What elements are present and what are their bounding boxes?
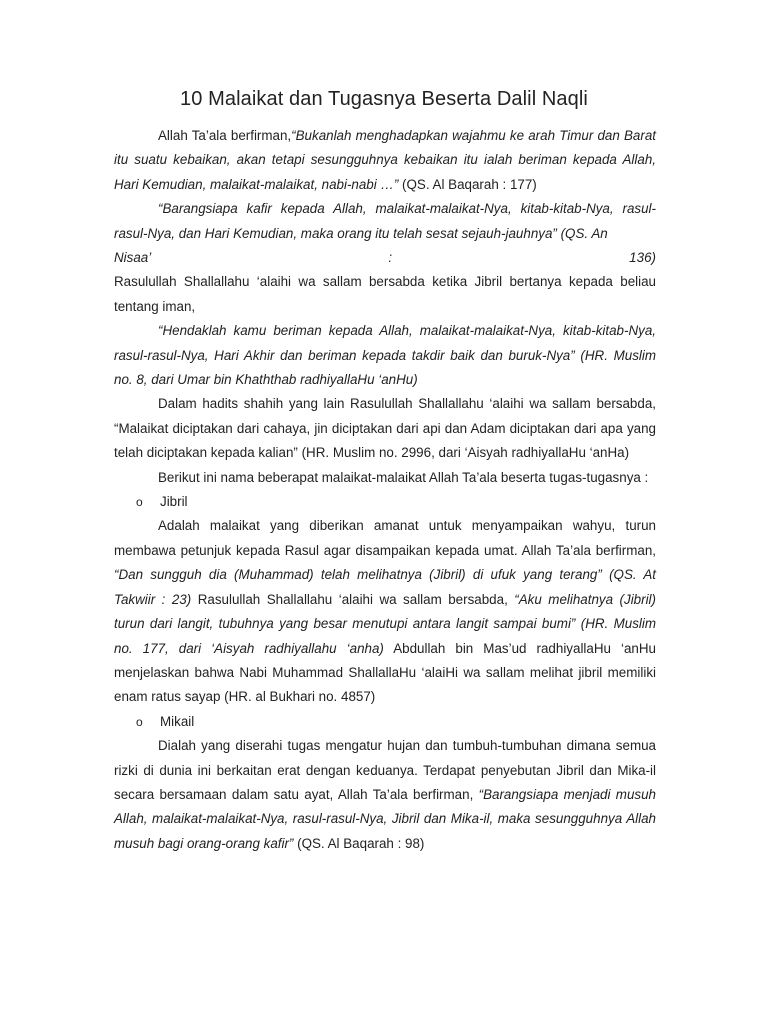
quote-attakwiir-23: “Dan sungguh dia (Muhammad) telah melihatnya (Jibril) di ufuk yang terang” (QS. At Takwiir : 23) — [114, 567, 656, 607]
paragraph-rasulullah-bersabda: Rasulullah Shallallahu ‘alaihi wa sallam bersabda ketika Jibril bertanya kepada beliau tentang iman, — [114, 274, 656, 314]
text: Rasulullah Shallallahu ‘alaihi wa sallam bersabda, — [191, 591, 515, 607]
text: Abdullah bin Mas’ud radhiyallaHu ‘anHu menjelaskan bahwa Nabi Muhammad ShallallaHu ‘alaiHi wa sallam melihat jibril memiliki enam ratus sayap (HR. al Bukhari no. 4857) — [114, 640, 656, 705]
quote-hadits-muslim-177: “Aku melihatnya (Jibril) turun dari langit, tubuhnya yang besar menutupi antara langit sampai bumi” (HR. Muslim no. 177, dari ‘Aisyah radhiyallahu ‘anha) — [114, 591, 656, 656]
quote-hadits-muslim-8: “Hendaklah kamu beriman kepada Allah, malaikat-malaikat-Nya, kitab-kitab-Nya, rasul-rasul-Nya, Hari Akhir dan beriman kepada takdir baik dan buruk-Nya” (HR. Muslim no. 8, dari Umar bin Khaththab radhiyallaHu ‘anHu) — [114, 323, 656, 388]
text-intro: Allah Ta’ala berfirman, — [158, 128, 292, 143]
paragraph-allah-berfirman — [114, 124, 656, 197]
citation-part: Nisaa’ — [114, 250, 152, 266]
quote-albaqarah-98: “Barangsiapa menjadi musuh Allah, malaikat-malaikat-Nya, rasul-rasul-Nya, Jibril dan Mika-il, maka sesungguhnya Allah musuh bagi orang-orang kafir” — [114, 786, 656, 851]
citation-part: : — [388, 250, 393, 266]
text: Adalah malaikat yang diberikan amanat untuk menyampaikan wahyu, turun membawa petunjuk kepada Rasul agar disampaikan kepada umat. Allah Ta’ala berfirman, — [114, 518, 656, 558]
list-item-mikail — [114, 710, 656, 734]
list-item-jibril — [114, 490, 656, 514]
citation: (QS. Al Baqarah : 177) — [398, 176, 537, 192]
page-title: 10 Malaikat dan Tugasnya Beserta Dalil Naqli — [180, 88, 588, 110]
bullet-icon: o — [136, 714, 143, 729]
bullet-icon: o — [136, 495, 143, 510]
document-body — [114, 124, 656, 856]
paragraph-berikut-nama: Berikut ini nama beberapat malaikat-malaikat Allah Ta’ala beserta tugas-tugasnya : — [158, 469, 649, 485]
quote-annisaa-136: “Barangsiapa kafir kepada Allah, malaikat-malaikat-Nya, kitab-kitab-Nya, rasul-rasul-Nya, dan Hari Kemudian, maka orang itu telah sesat sejauh-jauhnya” (QS. An — [114, 201, 656, 241]
citation-part: 136) — [629, 250, 656, 266]
paragraph-hadits-shahih: Dalam hadits shahih yang lain Rasulullah Shallallahu ‘alaihi wa sallam bersabda, “Malaikat diciptakan dari cahaya, jin diciptakan dari api dan Adam diciptakan dari apa yang telah diciptakan kepada kalian” (HR. Muslim no. 2996, dari ‘Aisyah radhiyallaHu ‘anHa) — [114, 396, 656, 461]
heading-mikail: Mikail — [160, 713, 195, 729]
quote-albaqarah-177: “Bukanlah menghadapkan wajahmu ke arah Timur dan Barat itu suatu kebaikan, akan tetapi sesungguhnya kebaikan itu ialah beriman kepada Allah, Hari Kemudian, malaikat-malaikat, nabi-nabi …” — [114, 128, 656, 192]
citation-annisaa-line — [114, 246, 656, 270]
heading-jibril: Jibril — [160, 494, 188, 510]
paragraph-mikail — [114, 734, 656, 856]
paragraph-jibril — [114, 514, 656, 709]
text: Dialah yang diserahi tugas mengatur hujan dan tumbuh-tumbuhan dimana semua rizki di dunia ini berkaitan erat dengan keduanya. Terdapat penyebutan Jibril dan Mika-il secara bersamaan dalam satu ayat, Allah Ta’ala berfirman, — [114, 738, 656, 802]
citation: (QS. Al Baqarah : 98) — [293, 835, 425, 851]
